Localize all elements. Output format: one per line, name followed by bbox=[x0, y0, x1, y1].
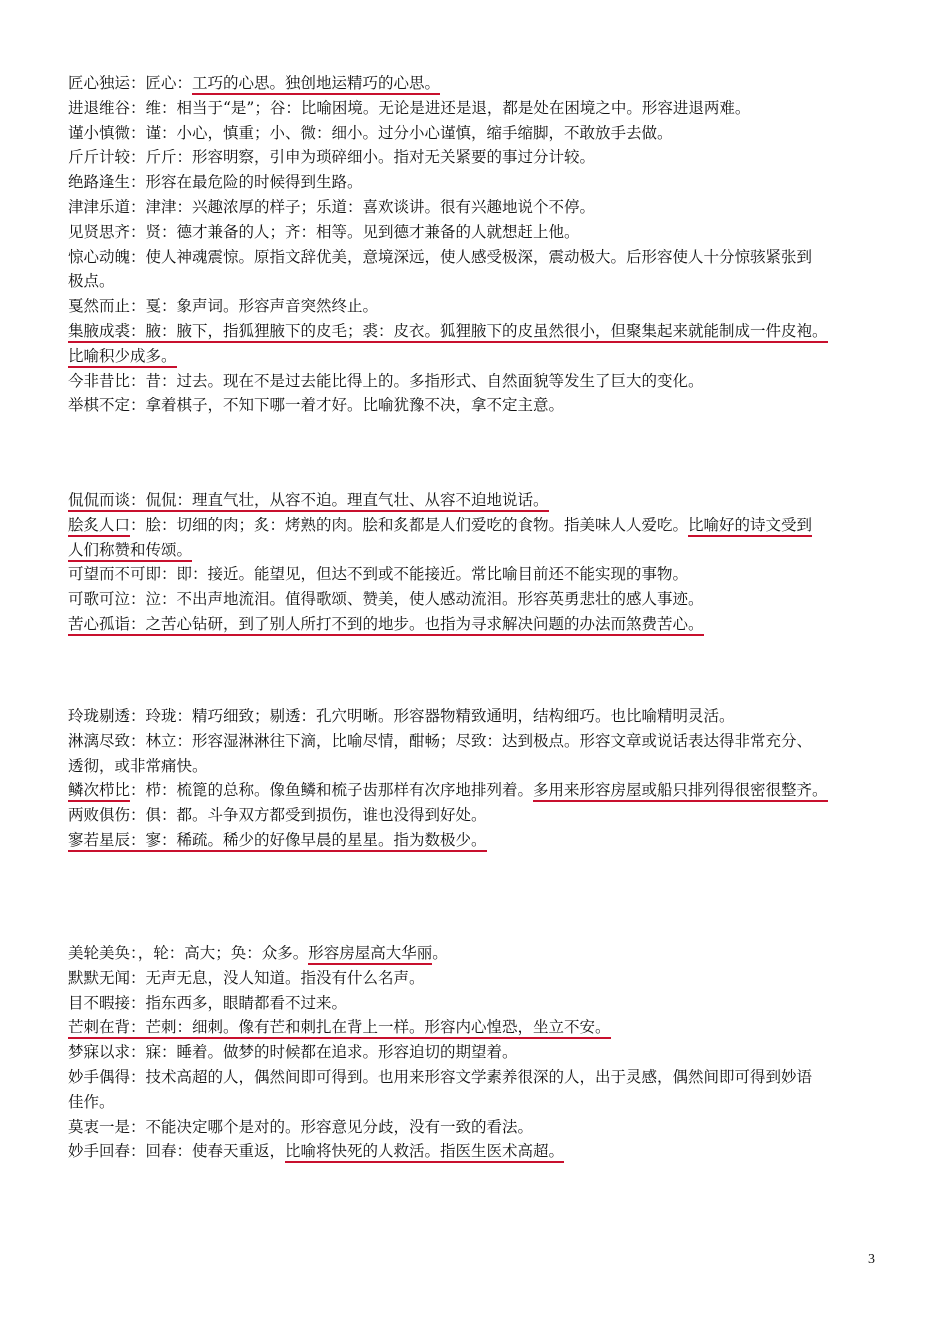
text-segment: 。 bbox=[432, 944, 448, 962]
text-segment: 莫衷一是：不能决定哪个是对的。形容意见分歧，没有一致的看法。 bbox=[68, 1117, 534, 1136]
underlined-text: 人们称赞和传颂。 bbox=[68, 541, 192, 562]
text-segment: 妙手偶得：技术高超的人，偶然间即可得到。也用来形容文学素养很深的人，出于灵感，偶然间即可得到妙语 bbox=[68, 1067, 813, 1086]
text-segment: 进退维谷：维：相当于“是”；谷：比喻困境。无论是进还是退，都是处在困境之中。形容进退两难。 bbox=[68, 98, 751, 117]
text-segment: 淋漓尽致：林立：形容湿淋淋往下滴，比喻尽情，酣畅；尽致：达到极点。形容文章或说话表达得非常充分、 bbox=[68, 731, 813, 750]
text-line bbox=[68, 269, 898, 294]
underlined-text: 脍炙人口 bbox=[68, 516, 130, 537]
text-line bbox=[68, 245, 898, 270]
underlined-text: 多用来形容房屋或船只排列得很密很整齐。 bbox=[533, 781, 828, 802]
text-segment: 匠心独运：匠心： bbox=[68, 74, 193, 92]
text-line bbox=[68, 778, 898, 803]
text-line bbox=[68, 1040, 898, 1065]
underlined-text: 比喻好的诗文受到 bbox=[688, 516, 812, 537]
text-segment: 斤斤计较：斤斤：形容明察，引申为琐碎细小。指对无关紧要的事过分计较。 bbox=[68, 148, 596, 167]
text-segment: 可望而不可即：即：接近。能望见，但达不到或不能接近。常比喻目前还不能实现的事物。 bbox=[68, 565, 689, 584]
text-line bbox=[68, 587, 898, 612]
text-line bbox=[68, 220, 898, 245]
text-segment: 今非昔比：昔：过去。现在不是过去能比得上的。多指形式、自然面貌等发生了巨大的变化。 bbox=[68, 371, 704, 390]
text-segment: 美轮美奂：，轮：高大；奂：众多。 bbox=[68, 944, 309, 962]
idiom-section-1 bbox=[68, 71, 898, 418]
text-segment: 极点。 bbox=[68, 272, 115, 291]
text-line bbox=[68, 393, 898, 418]
underlined-text: 芒刺在背：芒刺：细刺。像有芒和刺扎在背上一样。形容内心惶恐，坐立不安。 bbox=[68, 1018, 611, 1039]
text-line bbox=[68, 562, 898, 587]
underlined-text: 鳞次栉比 bbox=[68, 781, 130, 802]
text-line bbox=[68, 729, 898, 754]
underlined-text: 比喻积少成多。 bbox=[68, 347, 177, 368]
text-line bbox=[68, 1065, 898, 1090]
text-segment: 玲珑剔透：玲珑：精巧细致；剔透：孔穴明晰。形容器物精致通明，结构细巧。也比喻精明灵活。 bbox=[68, 707, 735, 725]
text-segment: 津津乐道：津津：兴趣浓厚的样子；乐道：喜欢谈讲。很有兴趣地说个不停。 bbox=[68, 197, 596, 216]
underlined-text: 比喻将快死的人救活。指医生医术高超。 bbox=[285, 1142, 564, 1163]
text-line bbox=[68, 1115, 898, 1140]
text-line bbox=[68, 170, 898, 195]
text-line bbox=[68, 754, 898, 779]
text-line bbox=[68, 803, 898, 828]
text-line bbox=[68, 828, 898, 853]
text-line bbox=[68, 319, 898, 344]
underlined-text: 形容房屋高大华丽 bbox=[308, 944, 432, 965]
text-line bbox=[68, 1139, 898, 1164]
text-segment: 谨小慎微：谨：小心，慎重；小、微：细小。过分小心谨慎，缩手缩脚，不敢放手去做。 bbox=[68, 123, 673, 142]
page-number: 3 bbox=[868, 1252, 875, 1267]
text-line bbox=[68, 991, 898, 1016]
text-line bbox=[68, 145, 898, 170]
text-segment: 佳作。 bbox=[68, 1092, 115, 1111]
text-segment: 见贤思齐：贤：德才兼备的人；齐：相等。见到德才兼备的人就想赶上他。 bbox=[68, 222, 580, 241]
text-segment: 惊心动魄：使人神魂震惊。原指文辞优美，意境深远，使人感受极深，震动极大。后形容使人十分惊骇紧张到 bbox=[68, 247, 813, 266]
text-line bbox=[68, 966, 898, 991]
underlined-text: 侃侃而谈：侃侃：理直气壮，从容不迫。理直气壮、从容不迫地说话。 bbox=[68, 491, 549, 512]
text-line bbox=[68, 488, 898, 513]
text-segment: 目不暇接：指东西多，眼睛都看不过来。 bbox=[68, 993, 348, 1012]
text-line bbox=[68, 941, 898, 966]
text-line bbox=[68, 294, 898, 319]
underlined-text: 工巧的心思。独创地运精巧的心思。 bbox=[192, 74, 440, 95]
text-line bbox=[68, 704, 898, 729]
text-segment: 默默无闻：无声无息，没人知道。指没有什么名声。 bbox=[68, 968, 425, 987]
idiom-section-4 bbox=[68, 941, 898, 1164]
text-segment: ：脍：切细的肉；炙：烤熟的肉。脍和炙都是人们爱吃的食物。指美味人人爱吃。 bbox=[130, 515, 689, 534]
text-segment: 两败俱伤：俱：都。斗争双方都受到损伤，谁也没得到好处。 bbox=[68, 806, 487, 825]
underlined-text: 苦心孤诣：之苦心钻研，到了别人所打不到的地步。也指为寻求解决问题的办法而煞费苦心。 bbox=[68, 615, 704, 636]
idiom-section-3 bbox=[68, 704, 898, 853]
text-line bbox=[68, 96, 898, 121]
text-segment: 梦寐以求：寐：睡着。做梦的时候都在追求。形容迫切的期望着。 bbox=[68, 1043, 518, 1062]
text-line bbox=[68, 121, 898, 146]
text-segment: ：栉：梳篦的总称。像鱼鳞和梳子齿那样有次序地排列着。 bbox=[130, 781, 534, 800]
text-line bbox=[68, 1015, 898, 1040]
text-segment: 妙手回春：回春：使春天重返， bbox=[68, 1142, 286, 1161]
text-line bbox=[68, 1090, 898, 1115]
text-line bbox=[68, 612, 898, 637]
underlined-text: 集腋成裘：腋：腋下，指狐狸腋下的皮毛；裘：皮衣。狐狸腋下的皮虽然很小，但聚集起来就能制成一件皮袍。 bbox=[68, 322, 828, 343]
text-line bbox=[68, 513, 898, 538]
text-line bbox=[68, 369, 898, 394]
text-segment: 透彻，或非常痛快。 bbox=[68, 756, 208, 775]
text-line bbox=[68, 538, 898, 563]
text-line bbox=[68, 71, 898, 96]
text-line bbox=[68, 344, 898, 369]
text-line bbox=[68, 195, 898, 220]
text-segment: 绝路逢生：形容在最危险的时候得到生路。 bbox=[68, 173, 363, 192]
underlined-text: 寥若星辰：寥：稀疏。稀少的好像早晨的星星。指为数极少。 bbox=[68, 831, 487, 852]
text-segment: 举棋不定：拿着棋子，不知下哪一着才好。比喻犹豫不决，拿不定主意。 bbox=[68, 396, 565, 415]
idiom-section-2 bbox=[68, 488, 898, 637]
text-segment: 可歌可泣：泣：不出声地流泪。值得歌颂、赞美，使人感动流泪。形容英勇悲壮的感人事迹。 bbox=[68, 590, 704, 609]
text-segment: 戛然而止：戛：象声词。形容声音突然终止。 bbox=[68, 297, 379, 316]
